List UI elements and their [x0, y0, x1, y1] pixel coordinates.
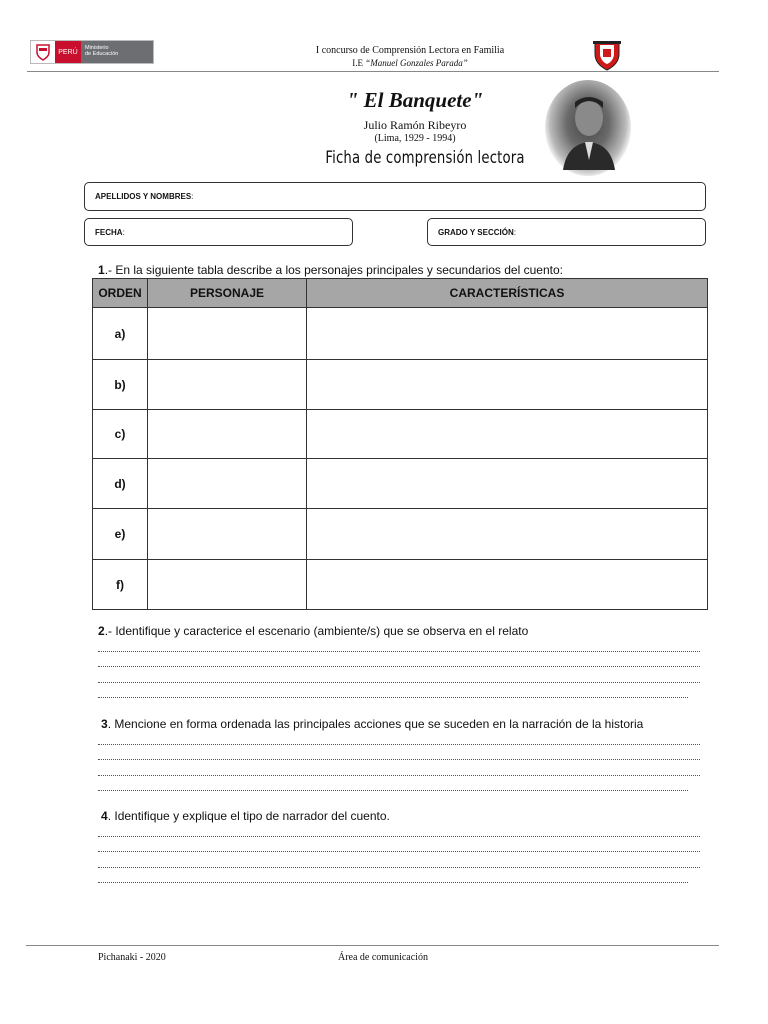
- row-order: e): [93, 509, 148, 560]
- characteristics-cell[interactable]: [307, 308, 708, 360]
- story-title: " El Banquete": [346, 88, 484, 112]
- character-cell[interactable]: [148, 410, 307, 459]
- row-order: b): [93, 360, 148, 410]
- author-dates: (Lima, 1929 - 1994): [374, 133, 456, 144]
- logo-ministry-text: Ministerio de Educación: [81, 41, 153, 63]
- character-cell[interactable]: [148, 560, 307, 610]
- characters-table: [92, 278, 708, 610]
- date-field[interactable]: FECHA:: [84, 218, 353, 246]
- table-row: [93, 410, 708, 459]
- logo-peru-text: PERÚ: [55, 41, 81, 63]
- peru-shield-icon: [31, 41, 55, 63]
- answer-line[interactable]: [98, 882, 688, 883]
- grade-section-field[interactable]: GRADO Y SECCIÓN:: [427, 218, 706, 246]
- characteristics-cell[interactable]: [307, 509, 708, 560]
- answer-line[interactable]: [98, 697, 688, 698]
- table-row: [93, 360, 708, 410]
- answer-line[interactable]: [98, 666, 700, 667]
- answer-line[interactable]: [98, 682, 700, 683]
- question-4: 4. Identifique y explique el tipo de narrador del cuento.: [101, 809, 390, 823]
- answer-line[interactable]: [98, 775, 700, 776]
- row-order: c): [93, 410, 148, 459]
- school-name: I.E “Manuel Gonzales Parada”: [352, 58, 468, 68]
- header-character: PERSONAJE: [148, 279, 307, 308]
- answer-line[interactable]: [98, 744, 700, 745]
- names-field[interactable]: APELLIDOS Y NOMBRES:: [84, 182, 706, 211]
- question-2: 2.- Identifique y caracterice el escenario (ambiente/s) que se observa en el relato: [98, 624, 529, 638]
- table-row: [93, 509, 708, 560]
- character-cell[interactable]: [148, 308, 307, 360]
- row-order: a): [93, 308, 148, 360]
- question-1: 1.- En la siguiente tabla describe a los personajes principales y secundarios del cuento:: [98, 263, 563, 277]
- characteristics-cell[interactable]: [307, 560, 708, 610]
- worksheet-subtitle: Ficha de comprensión lectora: [325, 148, 525, 168]
- answer-line[interactable]: [98, 790, 688, 791]
- character-cell[interactable]: [148, 459, 307, 509]
- characteristics-cell[interactable]: [307, 459, 708, 509]
- answer-line[interactable]: [98, 851, 700, 852]
- author-portrait: [545, 80, 631, 176]
- answer-line[interactable]: [98, 836, 700, 837]
- footer-divider: [26, 945, 719, 946]
- character-cell[interactable]: [148, 509, 307, 560]
- author-name: Julio Ramón Ribeyro: [363, 118, 467, 132]
- header-characteristics: CARACTERÍSTICAS: [307, 279, 708, 308]
- answer-line[interactable]: [98, 759, 700, 760]
- table-row: [93, 459, 708, 509]
- table-row: [93, 308, 708, 360]
- row-order: f): [93, 560, 148, 610]
- characteristics-cell[interactable]: [307, 410, 708, 459]
- table-row: [93, 560, 708, 610]
- answer-line[interactable]: [98, 651, 700, 652]
- contest-title: I concurso de Comprensión Lectora en Familia: [315, 45, 505, 56]
- header-divider: [27, 71, 719, 72]
- answer-line[interactable]: [98, 867, 700, 868]
- row-order: d): [93, 459, 148, 509]
- header-order: ORDEN: [93, 279, 148, 308]
- character-cell[interactable]: [148, 360, 307, 410]
- minedu-logo: [30, 40, 154, 64]
- footer-location: Pichanaki - 2020: [98, 952, 166, 963]
- characteristics-cell[interactable]: [307, 360, 708, 410]
- footer-area: Área de comunicación: [338, 952, 428, 963]
- question-3: 3. Mencione en forma ordenada las principales acciones que se suceden en la narración de la historia: [101, 717, 644, 731]
- school-crest-icon: [592, 39, 622, 71]
